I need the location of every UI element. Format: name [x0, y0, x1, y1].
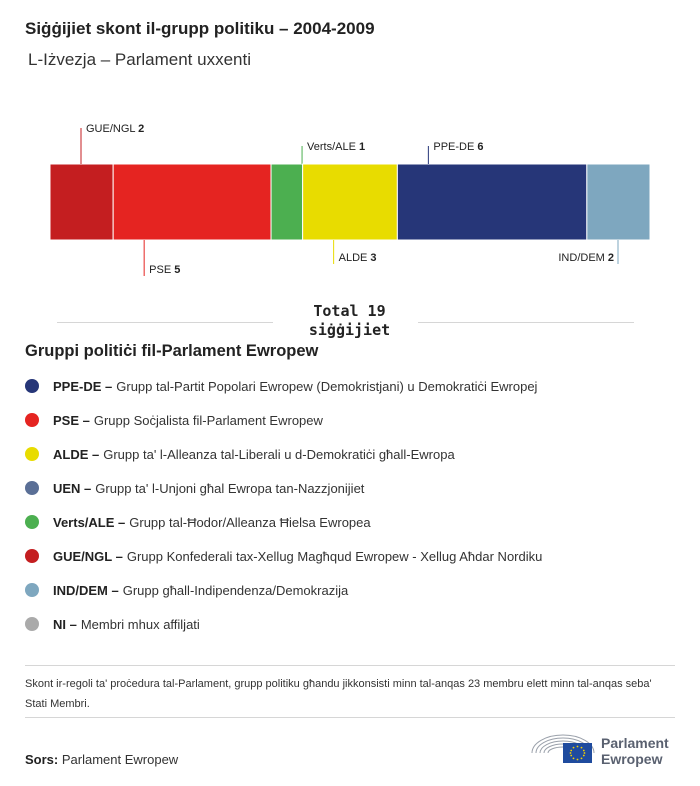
legend: [25, 369, 685, 641]
data-label-gue-ngl: GUE/NGL 2: [86, 123, 145, 135]
data-label-verts-ale: Verts/ALE 1: [307, 141, 366, 153]
legend-abbr: PPE-DE –: [53, 378, 113, 394]
legend-swatch: [25, 515, 39, 529]
legend-abbr: ALDE –: [53, 446, 100, 462]
logo-text: [601, 735, 669, 767]
legend-abbr: NI –: [53, 616, 77, 632]
legend-item: [25, 607, 685, 641]
legend-swatch: [25, 481, 39, 495]
bar-segment-ind-dem: [587, 164, 650, 240]
bar-segment-pse: [113, 164, 271, 240]
total-divider-left: [57, 322, 273, 323]
bar-segment-alde: [303, 164, 398, 240]
bar-segment-verts-ale: [271, 164, 303, 240]
bar-segment-gue-ngl: [50, 164, 113, 240]
footnote: Skont ir-regoli ta' proċedura tal-Parlament, grupp politiku għandu jikkonsisti minn tal-anqas 23 membru elett minn tal-anqas seba' Stati Membri.: [25, 678, 652, 710]
legend-item: [25, 573, 685, 607]
legend-desc: Grupp Konfederali tax-Xellug Magħqud Ewropew - Xellug Aħdar Nordiku: [126, 548, 543, 564]
data-label-ind-dem: IND/DEM 2: [558, 252, 614, 264]
total-line-1: Total 19: [313, 302, 386, 320]
legend-swatch: [25, 617, 39, 631]
legend-abbr: GUE/NGL –: [53, 548, 123, 564]
legend-swatch: [25, 583, 39, 597]
data-label-alde: ALDE 3: [338, 252, 377, 264]
total-divider-right: [418, 322, 634, 323]
hemicycle-flag-icon: [528, 727, 598, 769]
legend-abbr: IND/DEM –: [53, 582, 119, 598]
bar-segment-ppe-de: [397, 164, 586, 240]
legend-desc: Membri mhux affiljati: [80, 616, 200, 632]
source-label: Sors:: [25, 752, 59, 767]
logo-line-2: Ewropew: [601, 751, 663, 767]
legend-abbr: PSE –: [53, 412, 90, 428]
legend-item: [25, 437, 685, 471]
seat-bar-chart: [0, 0, 700, 300]
legend-item: [25, 403, 685, 437]
legend-swatch: [25, 549, 39, 563]
european-parliament-logo: [528, 727, 688, 769]
source-line: [25, 752, 178, 767]
legend-abbr: Verts/ALE –: [53, 514, 126, 530]
legend-title: Gruppi politiċi fil-Parlament Ewropew: [25, 342, 319, 360]
legend-item: [25, 471, 685, 505]
divider-bottom: [25, 717, 675, 718]
legend-swatch: [25, 413, 39, 427]
total-seats-label: [273, 302, 426, 340]
chart-title: Siġġijiet skont il-grupp politiku – 2004-2009: [25, 19, 375, 38]
legend-item: [25, 505, 685, 539]
data-label-ppe-de: PPE-DE 6: [433, 141, 484, 153]
source-value: Parlament Ewropew: [61, 752, 179, 767]
legend-desc: Grupp ta' l-Alleanza tal-Liberali u d-Demokratiċi għall-Ewropa: [103, 446, 455, 462]
legend-desc: Grupp Soċjalista fil-Parlament Ewropew: [93, 412, 323, 428]
legend-desc: Grupp tal-Ħodor/Alleanza Ħielsa Ewropea: [129, 514, 371, 530]
chart-subtitle: L-Iżvezja – Parlament uxxenti: [28, 50, 251, 69]
logo-line-1: Parlament: [601, 735, 669, 751]
legend-desc: Grupp tal-Partit Popolari Ewropew (Demokristjani) u Demokratiċi Ewropej: [116, 378, 538, 394]
legend-swatch: [25, 447, 39, 461]
legend-item: [25, 539, 685, 573]
legend-desc: Grupp għall-Indipendenza/Demokrazija: [122, 582, 349, 598]
total-line-2: siġġijiet: [308, 321, 391, 339]
legend-desc: Grupp ta' l-Unjoni għal Ewropa tan-Nazzjonijiet: [95, 480, 365, 496]
legend-swatch: [25, 379, 39, 393]
data-label-pse: PSE 5: [149, 264, 181, 276]
legend-abbr: UEN –: [53, 480, 92, 496]
divider-top: [25, 665, 675, 666]
legend-item: [25, 369, 685, 403]
